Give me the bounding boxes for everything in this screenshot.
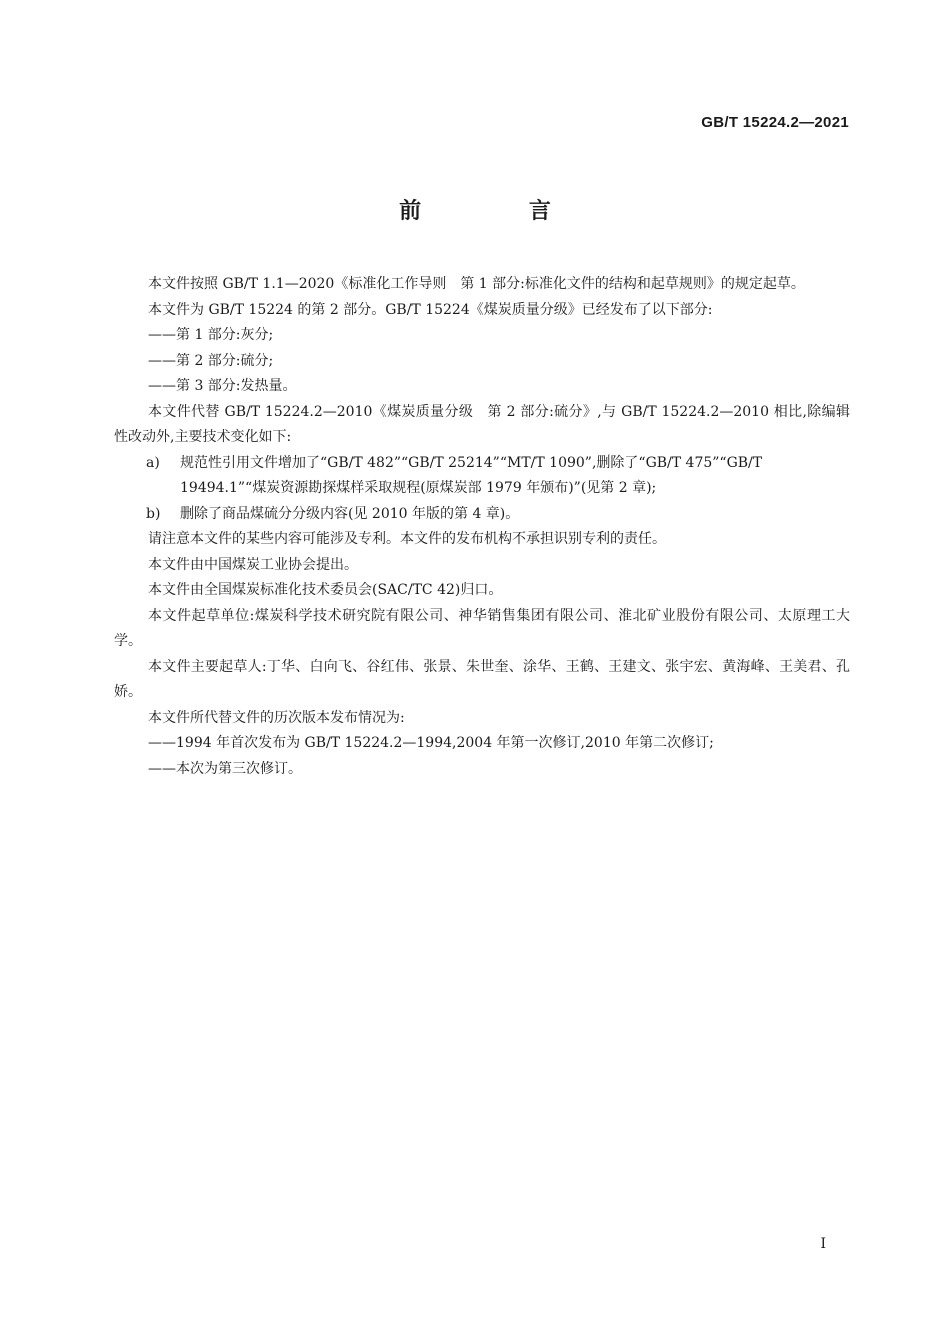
foreword-body — [114, 272, 850, 782]
change-item-text: 规范性引用文件增加了“GB/T 482”“GB/T 25214”“MT/T 1090”,删除了“GB/T 475”“GB/T 19494.1”“煤炭资源勘探煤样采取规程(原煤炭部 1979 年颁布)”(见第 2 章); — [180, 454, 763, 496]
list-item: ——第 3 部分:发热量。 — [148, 378, 297, 394]
paragraph-replacement: 本文件代替 GB/T 15224.2—2010《煤炭质量分级 第 2 部分:硫分》,与 GB/T 15224.2—2010 相比,除编辑性改动外,主要技术变化如下: — [114, 403, 850, 445]
change-item — [114, 451, 850, 502]
list-item: ——第 1 部分:灰分; — [148, 327, 274, 343]
paragraph-committee: 本文件由全国煤炭标准化技术委员会(SAC/TC 42)归口。 — [148, 582, 503, 598]
paragraph-drafting-basis: 本文件按照 GB/T 1.1—2020《标准化工作导则 第 1 部分:标准化文件的结构和起草规则》的规定起草。 — [148, 276, 805, 292]
change-item-text: 删除了商品煤硫分分级内容(见 2010 年版的第 4 章)。 — [180, 505, 520, 522]
paragraph-patent-notice: 请注意本文件的某些内容可能涉及专利。本文件的发布机构不承担识别专利的责任。 — [148, 531, 666, 547]
list-item: ——第 2 部分:硫分; — [148, 352, 274, 369]
paragraph-history: 本文件所代替文件的历次版本发布情况为: — [148, 709, 405, 726]
change-item — [114, 502, 850, 528]
paragraph-series-parts: 本文件为 GB/T 15224 的第 2 部分。GB/T 15224《煤炭质量分级》已经发布了以下部分: — [148, 301, 713, 318]
paragraph-proposer: 本文件由中国煤炭工业协会提出。 — [148, 556, 358, 573]
page-title: 前 言 — [399, 199, 601, 224]
document-code: GB/T 15224.2—2021 — [701, 114, 849, 131]
change-item-label: b) — [146, 505, 161, 522]
list-item: ——1994 年首次发布为 GB/T 15224.2—1994,2004 年第一次修订,2010 年第二次修订; — [148, 735, 714, 751]
change-item-label: a) — [146, 454, 160, 471]
list-item: ——本次为第三次修订。 — [148, 760, 302, 777]
page-number: I — [820, 1236, 826, 1252]
paragraph-drafting-units: 本文件起草单位:煤炭科学技术研究院有限公司、神华销售集团有限公司、淮北矿业股份有限公司、太原理工大学。 — [114, 607, 850, 649]
paragraph-drafters: 本文件主要起草人:丁华、白向飞、谷红伟、张景、朱世奎、涂华、王鹤、王建文、张宇宏、黄海峰、王美君、孔娇。 — [114, 658, 850, 700]
